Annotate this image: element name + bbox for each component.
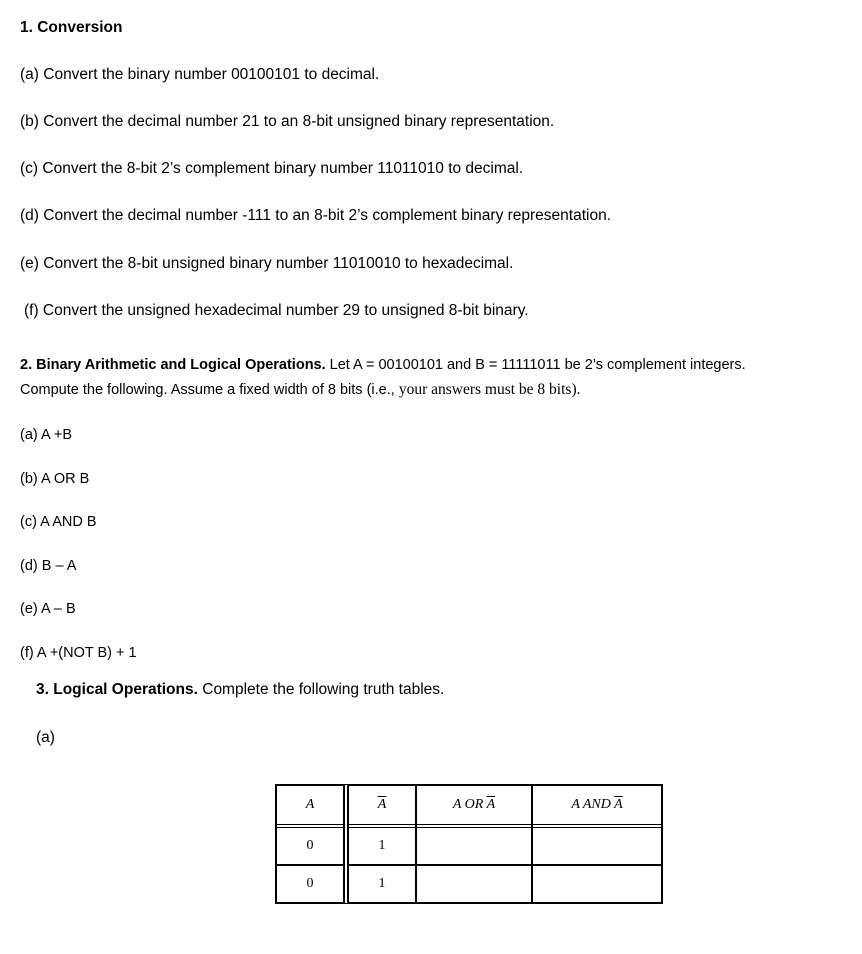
header-or-prefix: A OR — [452, 797, 487, 812]
cell-a: 0 — [276, 827, 344, 865]
cell-and[interactable] — [532, 865, 662, 903]
header-not-a — [348, 785, 416, 825]
header-not-a-text: $\overline{A}$ — [377, 797, 387, 812]
header-a-or-not-a — [416, 785, 532, 825]
question-2d: (d) B – A — [20, 558, 77, 574]
section-2-instructions-text: Compute the following. Assume a fixed width of 8 bits (i.e., — [20, 382, 399, 398]
cell-or[interactable] — [416, 827, 532, 865]
section-2-intro-text: Let A = 00100101 and B = 11111011 be 2’s complement integers. — [325, 357, 746, 373]
question-1e: (e) Convert the 8-bit unsigned binary number 11010010 to hexadecimal. — [20, 255, 514, 272]
header-and-bar: $\overline{A}$ — [614, 797, 623, 812]
cell-and[interactable] — [532, 827, 662, 865]
header-a: A — [276, 785, 344, 825]
section-2-intro — [20, 355, 746, 375]
section-3-sub-label: (a) — [36, 729, 55, 746]
question-2e: (e) A – B — [20, 601, 76, 617]
header-and-prefix: A AND — [571, 797, 615, 812]
question-1d: (d) Convert the decimal number -111 to an 8-bit 2’s complement binary representation. — [20, 207, 612, 224]
truth-table-row — [276, 865, 662, 903]
question-1a: (a) Convert the binary number 00100101 to decimal. — [20, 66, 380, 83]
question-1c: (c) Convert the 8-bit 2’s complement binary number 11011010 to decimal. — [20, 160, 524, 177]
truth-table — [275, 784, 663, 904]
section-2-title: 2. Binary Arithmetic and Logical Operations. — [20, 357, 326, 373]
section-1-title: 1. Conversion — [20, 19, 123, 36]
question-2f: (f) A +(NOT B) + 1 — [20, 645, 137, 661]
header-a-and-not-a — [532, 785, 662, 825]
section-3-intro — [36, 680, 444, 700]
section-3-intro-text: Complete the following truth tables. — [197, 681, 445, 698]
question-2b: (b) A OR B — [20, 471, 90, 487]
cell-not-a: 1 — [348, 827, 416, 865]
section-3-title: 3. Logical Operations. — [36, 681, 198, 698]
cell-or[interactable] — [416, 865, 532, 903]
truth-table-header-row — [276, 785, 662, 825]
question-1f: (f) Convert the unsigned hexadecimal number 29 to unsigned 8-bit binary. — [24, 302, 529, 319]
question-2c: (c) A AND B — [20, 514, 97, 530]
question-1b: (b) Convert the decimal number 21 to an 8-bit unsigned binary representation. — [20, 113, 555, 130]
section-2-instructions-serif: your answers must be 8 bits). — [398, 381, 581, 398]
header-or-bar: $\overline{A}$ — [486, 797, 496, 812]
section-2-instructions — [20, 380, 580, 400]
truth-table-row — [276, 827, 662, 865]
cell-not-a: 1 — [348, 865, 416, 903]
cell-a: 0 — [276, 865, 344, 903]
question-2a: (a) A +B — [20, 427, 72, 443]
